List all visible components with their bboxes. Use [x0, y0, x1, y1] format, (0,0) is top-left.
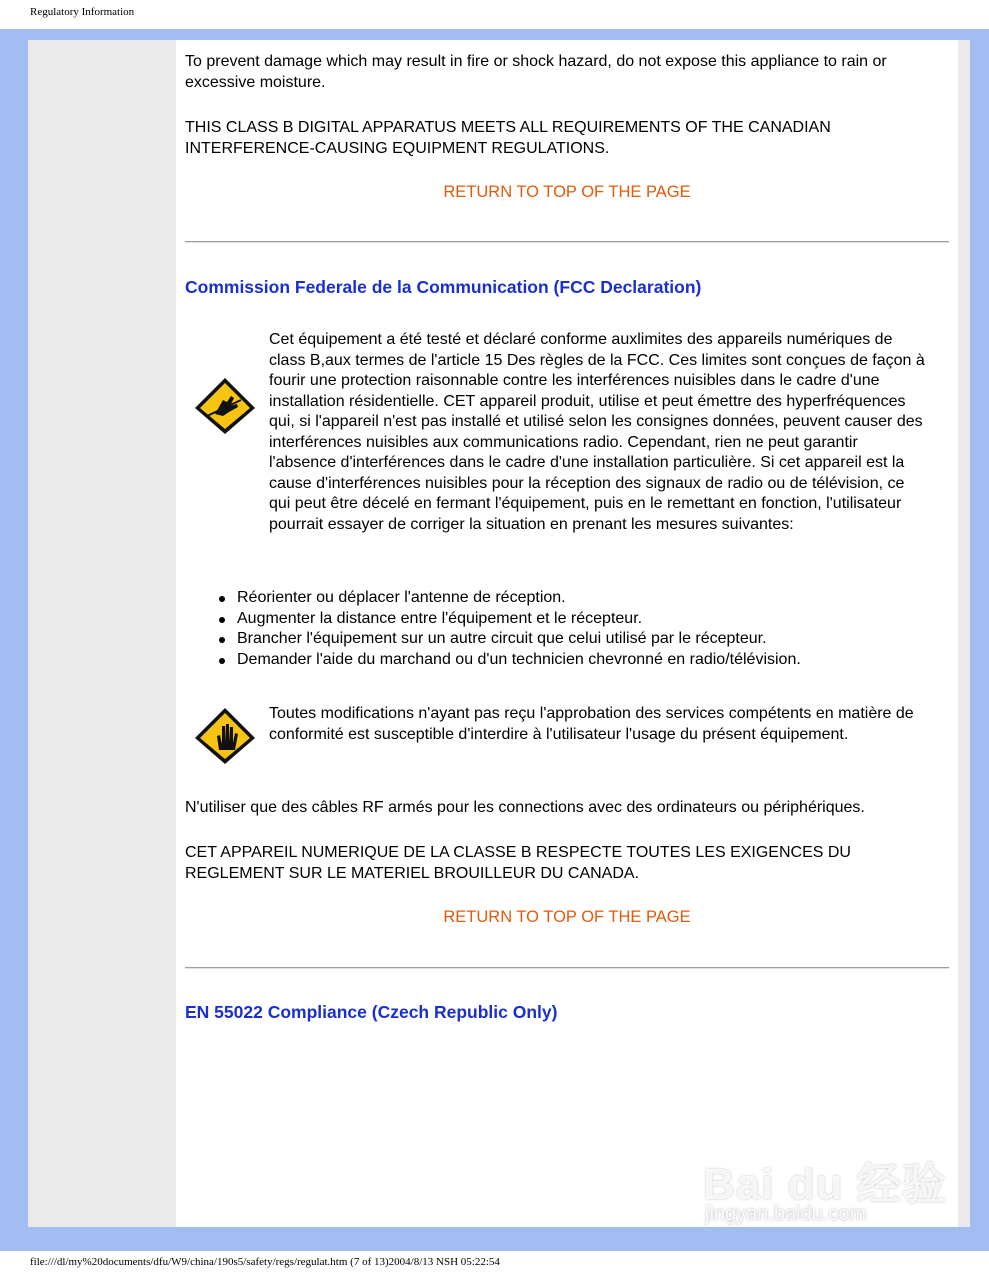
right-margin — [958, 40, 970, 1227]
canada-compliance-text: THIS CLASS B DIGITAL APPARATUS MEETS ALL REQUIREMENTS OF THE CANADIAN INTERFERENCE-CAUSING EQUIPMENT REGULATIONS. — [185, 119, 831, 157]
fcc-declaration-heading: Commission Federale de la Communication (FCC Declaration) — [185, 277, 702, 297]
moisture-warning-text: To prevent damage which may result in fire or shock hazard, do not expose this appliance to rain or excessive moisture. — [185, 53, 887, 91]
section-divider — [185, 241, 949, 243]
fcc-paragraph-2: Toutes modifications n'ayant pas reçu l'approbation des services compétents en matière de conformité est susceptible d'interdire à l'utilisateur l'usage du présent équipement. — [269, 705, 914, 743]
main-content — [176, 40, 958, 1227]
en55022-heading: EN 55022 Compliance (Czech Republic Only) — [185, 1002, 558, 1022]
list-item: Réorienter ou déplacer l'antenne de réception. — [219, 588, 801, 609]
list-item: Demander l'aide du marchand ou d'un technicien chevronné en radio/télévision. — [219, 650, 801, 671]
warning-hand-icon — [193, 376, 257, 441]
watermark-logo: Bai du 经验 — [703, 1160, 947, 1209]
bullet-icon — [219, 658, 225, 664]
fcc-paragraph-1: Cet équipement a été testé et déclaré conforme auxlimites des appareils numériques de class B,aux termes de l'article 15 Des règles de la FCC. Ces limites sont conçues de façon à fourir une protection raisonnable contre les interférences nuisibles dans le cadre d'une installation résidentielle. CET appareil produit, utilise et peut émettre des hyperfréquences qui, si l'appareil n'est pas installé et utilisé selon les consignes données, peuvent causer des interférences nuisibles aux communications radio. Cependant, rien ne peut garantir l'absence d'interférences dans le cadre d'une installation particulière. Si cet appareil est la cause d'interférences nuisibles pour la réception des signaux de radio ou de télévision, ce qui peut être décelé en fermant l'équipement, puis en le remettant en fonction, l'utilisateur pourrait essayer de corriger la situation en prenant les mesures suivantes: — [269, 331, 925, 533]
bullet-icon — [219, 617, 225, 623]
measures-list — [219, 588, 801, 670]
warning-hand-icon — [193, 706, 257, 771]
return-to-top-link[interactable]: RETURN TO TOP OF THE PAGE — [443, 908, 691, 926]
bullet-icon — [219, 637, 225, 643]
left-sidebar — [28, 40, 176, 1227]
print-header-title: Regulatory Information — [30, 6, 135, 18]
list-item: Brancher l'équipement sur un autre circuit que celui utilisé par le récepteur. — [219, 629, 801, 650]
watermark-url: jingyan.baidu.com — [705, 1203, 867, 1225]
bullet-icon — [219, 596, 225, 602]
section-divider — [185, 967, 949, 969]
cable-note-text: N'utiliser que des câbles RF armés pour les connections avec des ordinateurs ou périphériques. — [185, 799, 865, 816]
print-footer-path: file:///dl/my%20documents/dfu/W9/china/190s5/safety/regs/regulat.htm (7 of 13)2004/8/13 NSH 05:22:54 — [30, 1256, 500, 1268]
return-to-top-link[interactable]: RETURN TO TOP OF THE PAGE — [443, 183, 691, 201]
list-item: Augmenter la distance entre l'équipement et le récepteur. — [219, 609, 801, 630]
fr-compliance-text: CET APPAREIL NUMERIQUE DE LA CLASSE B RESPECTE TOUTES LES EXIGENCES DU REGLEMENT SUR LE MATERIEL BROUILLEUR DU CANADA. — [185, 844, 851, 882]
